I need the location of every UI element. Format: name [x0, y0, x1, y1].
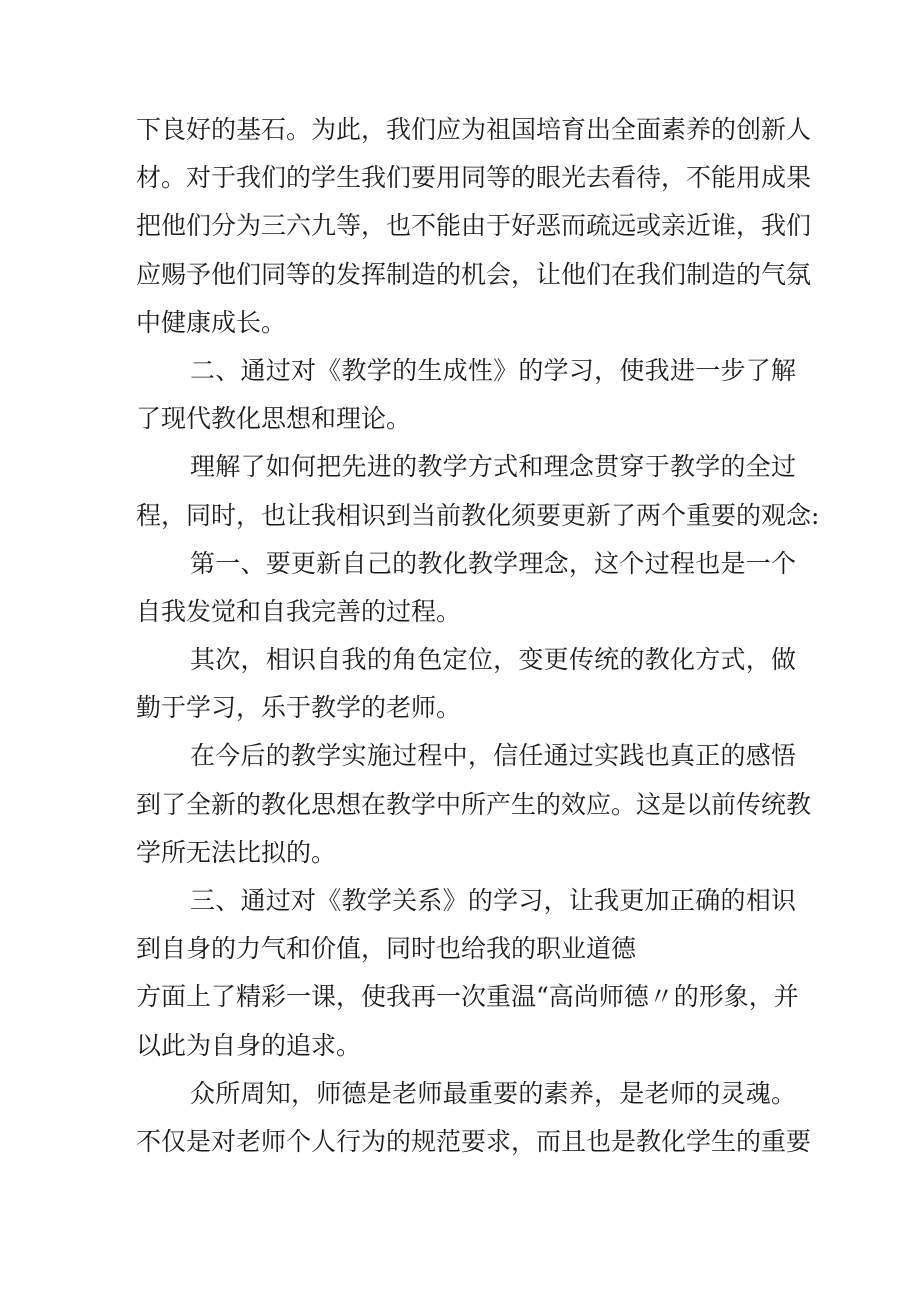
body-text — [136, 106, 820, 1166]
text-line: 自我发觉和自我完善的过程。 — [136, 596, 462, 626]
text-line: 方面上了精彩一课，使我再一次重温“高尚师德〃的形象，并 — [136, 982, 799, 1012]
text-line: 下良好的基石。为此，我们应为祖国培育出全面素养的创新人 — [136, 115, 812, 144]
section-heading-line: 三、通过对《教学关系》的学习，让我更加正确的相识 — [190, 886, 796, 915]
text-line: 其次，相识自我的角色定位，变更传统的教化方式，做 — [190, 645, 796, 675]
text-line: 勤于学习，乐于教学的老师。 — [136, 693, 462, 723]
text-line: 中健康成长。 — [136, 307, 287, 337]
text-line: 材。对于我们的学生我们要用同等的眼光去看待，不能用成果 — [136, 163, 812, 193]
text-line: 应赐予他们同等的发挥制造的机会，让他们在我们制造的气氛 — [136, 259, 812, 289]
text-line: 程，同时，也让我相识到当前教化须要更新了两个重要的观念: — [136, 500, 820, 530]
text-line: 到了全新的教化思想在教学中所产生的效应。这是以前传统教 — [136, 789, 812, 819]
text-line: 不仅是对老师个人行为的规范要求，而且也是教化学生的重要 — [136, 1126, 812, 1156]
text-line: 在今后的教学实施过程中，信任通过实践也真正的感悟 — [190, 741, 796, 771]
text-line: 第一、要更新自己的教化教学理念，这个过程也是一个 — [190, 548, 796, 578]
text-line: 众所周知，师德是老师最重要的素养，是老师的灵魂。 — [190, 1078, 796, 1108]
text-line: 学所无法比拟的。 — [136, 837, 337, 867]
text-line: 把他们分为三六九等，也不能由于好恶而疏远或亲近谁，我们 — [136, 211, 812, 241]
text-line: 以此为自身的追求。 — [136, 1030, 362, 1060]
text-line: 到自身的力气和价值，同时也给我的职业道德 — [136, 934, 637, 964]
text-line: 理解了如何把先进的教学方式和理念贯穿于教学的全过 — [190, 452, 796, 482]
section-heading-line: 二、通过对《教学的生成性》的学习，使我进一步了解 — [190, 355, 796, 385]
text-line: 了现代教化思想和理论。 — [136, 404, 412, 434]
